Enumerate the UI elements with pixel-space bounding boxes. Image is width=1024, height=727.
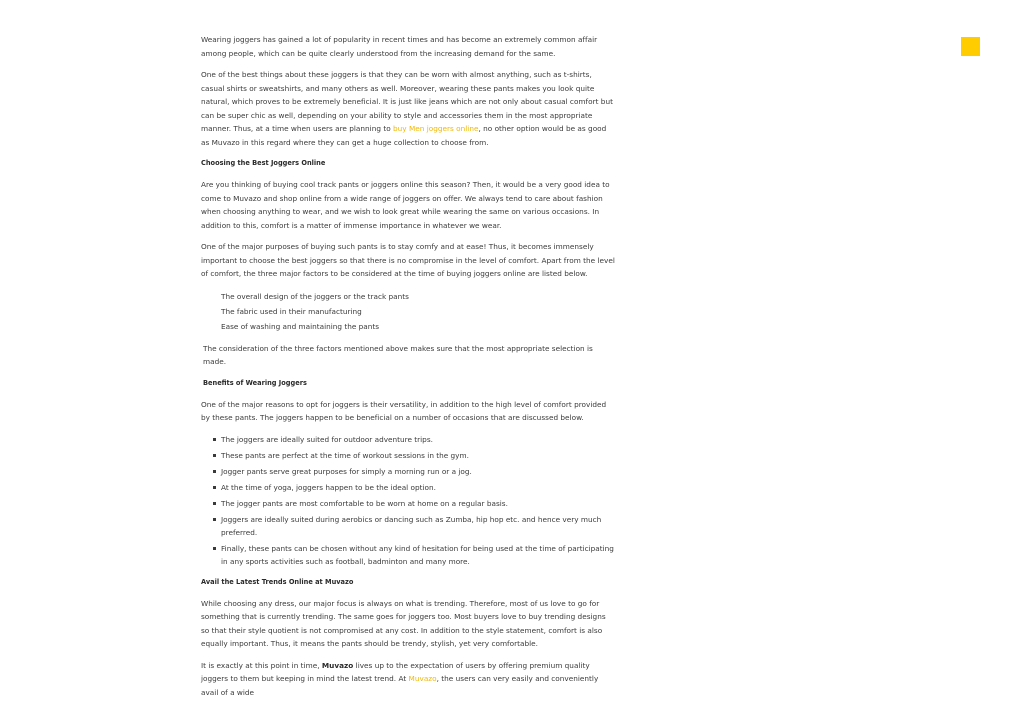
text-span: One of the best things about these joggers is that they can be worn with almost anything, such as t-shirts, casual shirts or sweatshirts, and many others as well. Moreover, wearing these pants makes you look quite natural, which proves to be extremely beneficial. It is just like jeans which are not only about casual comfort but can be super chic as well, depending on your ability to style and accessories them in the most appropriate manner. Thus, at a time when users are planning to	[201, 70, 613, 133]
list-item: Finally, these pants can be chosen without any kind of hesitation for being used at the time of participating in any sports activities such as football, badminton and many more.	[221, 542, 616, 568]
text-span: lives up to the expectation of users by offering premium quality joggers to them but keeping in mind the latest trend. At	[201, 660, 590, 683]
list-item: The jogger pants are most comfortable to be worn at home on a regular basis.	[221, 497, 616, 510]
list-item: Joggers are ideally suited during aerobics or dancing such as Zumba, hip hop etc. and hence very much preferred.	[221, 513, 616, 539]
list-item: The fabric used in their manufacturing	[221, 306, 362, 316]
section-heading-trends: Avail the Latest Trends Online at Muvazo	[201, 577, 354, 586]
list-item: These pants are perfect at the time of workout sessions in the gym.	[221, 449, 616, 462]
list-item: The overall design of the joggers or the track pants	[221, 291, 409, 301]
brand-bold: Muvazo	[321, 660, 354, 670]
corner-accent-square	[961, 37, 980, 56]
benefits-list	[201, 433, 616, 568]
factors-summary: The consideration of the three factors mentioned above makes sure that the most appropriate selection is made.	[203, 343, 593, 366]
choosing-paragraph-1: Are you thinking of buying cool track pants or joggers online this season? Then, it would be a very good idea to come to Muvazo and shop online from a wide range of joggers on offer. We always tend to care about fashion when choosing anything to wear, and we wish to look great while wearing the same on various occasions. In addition to this, comfort is a matter of immense importance in whatever we wear.	[201, 180, 610, 230]
text-span: , the users can very easily and conveniently avail of a wide	[201, 674, 599, 697]
article-body	[201, 33, 616, 707]
text-span: It is exactly at this point in time,	[201, 660, 322, 670]
text-span: , no other option would be as good as Muvazo in this regard where they can get a huge collection to choose from.	[201, 124, 607, 147]
benefits-paragraph: One of the major reasons to opt for joggers is their versatility, in addition to the high level of comfort provided by these pants. The joggers happen to be beneficial on a number of occasions that are discussed below.	[201, 399, 607, 422]
section-heading-benefits: Benefits of Wearing Joggers	[203, 378, 307, 387]
list-item: At the time of yoga, joggers happen to be the ideal option.	[221, 481, 616, 494]
factors-list	[201, 289, 616, 334]
list-item: Ease of washing and maintaining the pants	[221, 321, 380, 331]
buy-men-joggers-link[interactable]: buy Men joggers online	[393, 124, 479, 133]
intro-paragraph: Wearing joggers has gained a lot of popularity in recent times and has become an extremely common affair among people, which can be quite clearly understood from the increasing demand for the same.	[201, 35, 598, 58]
list-item: Jogger pants serve great purposes for simply a morning run or a jog.	[221, 465, 616, 478]
choosing-paragraph-2: One of the major purposes of buying such pants is to stay comfy and at ease! Thus, it becomes immensely important to choose the best joggers so that there is no compromise in the level of comfort. Apart from the level of comfort, the three major factors to be considered at the time of buying joggers online are listed below.	[201, 242, 615, 278]
trends-paragraph: While choosing any dress, our major focus is always on what is trending. Therefore, most of us love to go for something that is currently trending. The same goes for joggers too. Most buyers love to buy trending designs so that their style quotient is not compromised at any cost. In addition to the style statement, comfort is also equally important. Thus, it means the pants should be trendy, stylish, yet very comfortable.	[201, 598, 606, 648]
section-heading-choosing: Choosing the Best Joggers Online	[201, 159, 326, 167]
muvazo-link[interactable]: Muvazo	[408, 674, 437, 683]
muvazo-paragraph	[201, 659, 616, 700]
versatility-paragraph	[201, 68, 616, 149]
list-item: The joggers are ideally suited for outdoor adventure trips.	[221, 433, 616, 446]
